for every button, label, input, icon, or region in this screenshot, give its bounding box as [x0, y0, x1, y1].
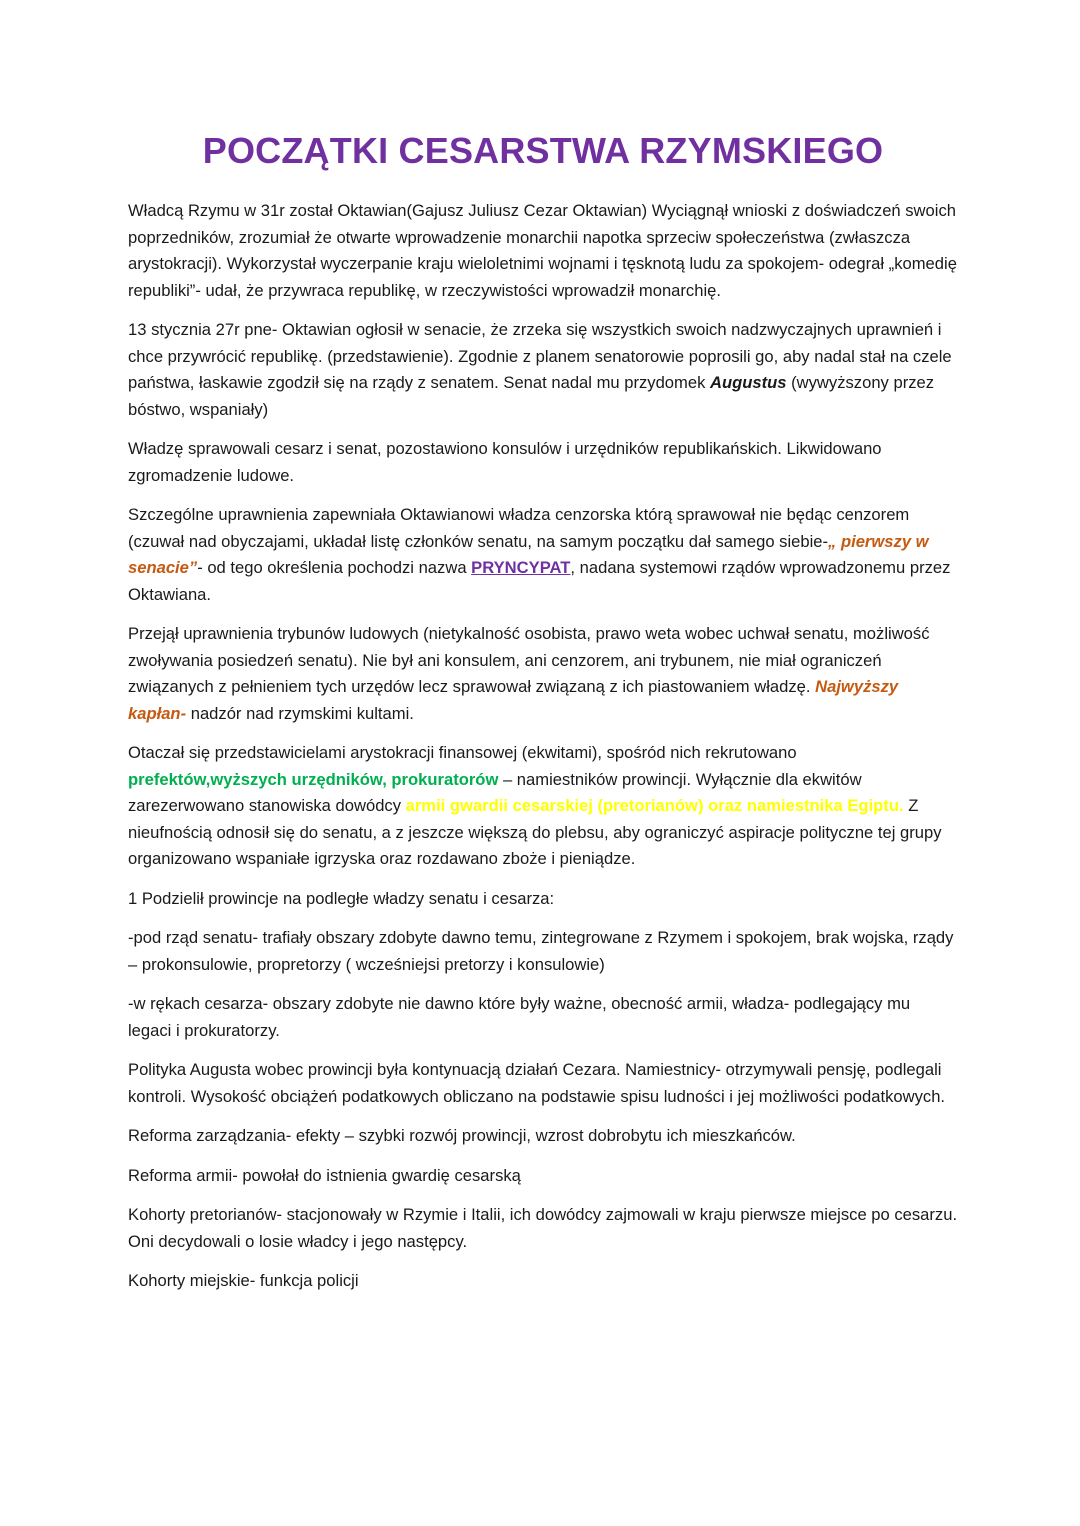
paragraph-text: (wywyższony przez bóstwo, wspaniały) [128, 373, 935, 419]
paragraph-text: Przejął uprawnienia trybunów ludowych (nietykalność osobista, prawo weta wobec uchwał senatu, możliwość zwoływania posiedzeń senatu). Nie był ani konsulem, ani cenzorem, ani trybunem, nie miał ograniczeń związanych z pełnieniem tych urzędów lecz sprawował związaną z ich piastowaniem władzę. [128, 624, 930, 696]
paragraph-senate-provinces: -pod rząd senatu- trafiały obszary zdobyte dawno temu, zintegrowane z Rzymem i spokojem, brak wojska, rządy – prokonsulowie, propretorzy ( wcześniejsi pretorzy i konsulowie) [128, 928, 954, 974]
paragraph-province-policy: Polityka Augusta wobec prowincji była kontynuacją działań Cezara. Namiestnicy- otrzymywali pensję, podlegali kontroli. Wysokość obciążeń podatkowych obliczano na podstawie spisu ludności i jej możliwości podatkowych. [128, 1060, 946, 1106]
paragraph-army-reform: Reforma armii- powołał do istnienia gwardię cesarską [128, 1165, 521, 1185]
paragraph-text: Z nieufnością odnosił się do senatu, a z jeszcze większą do plebsu, aby ograniczyć aspiracje polityczne tej grupy organizowano wspaniałe igrzyska oraz rozdawano zboże i pieniądze. [128, 796, 942, 868]
paragraph-power-division: Władzę sprawowali cesarz i senat, pozostawiono konsulów i urzędników republikańskich. Likwidowano zgromadzenie ludowe. [128, 439, 882, 485]
paragraph-equites [128, 740, 958, 873]
paragraph-text: - od tego określenia pochodzi nazwa [197, 558, 472, 577]
paragraph-urban-cohorts: Kohorty miejskie- funkcja policji [128, 1271, 359, 1290]
paragraph-praetorian-cohorts: Kohorty pretorianów- stacjonowały w Rzymie i Italii, ich dowódcy zajmowali w kraju pierwsze miejsce po cesarzu. Oni decydowali o losie władcy i jego następcy. [128, 1205, 958, 1251]
paragraph-octavian-rise: Władcą Rzymu w 31r został Oktawian(Gajusz Juliusz Cezar Oktawian) Wyciągnął wnioski z doświadczeń swoich poprzedników, zrozumiał że otwarte wprowadzenie monarchii napotka sprzeciw społeczeństwa (zwłaszcza arystokracji). Wykorzystał wyczerpanie kraju wieloletnimi wojnami i tęsknotą ludu za spokojem- odegrał „komedię republiki”- udał, że przywraca republikę, w rzeczywistości wprowadził monarchię. [128, 201, 957, 300]
paragraph-emperor-provinces: -w rękach cesarza- obszary zdobyte nie dawno które były ważne, obecność armii, władza- podlegający mu legaci i prokuratorzy. [128, 994, 911, 1040]
paragraph-text: – namiestników prowincji. Wyłącznie dla ekwitów zarezerwowano stanowiska dowódcy [128, 769, 862, 815]
paragraph-admin-reform: Reforma zarządzania- efekty – szybki rozwój prowincji, wzrost dobrobytu ich mieszkańców. [128, 1126, 796, 1145]
paragraph-provinces-intro: 1 Podzielił prowincje na podległe władzy senatu i cesarza: [128, 888, 555, 908]
paragraph-text: Szczególne uprawnienia zapewniała Oktawianowi władza cenzorska którą sprawował nie będąc cenzorem (czuwał nad obyczajami, układał listę członków senatu, na samym początku dał samego siebie- [128, 505, 910, 551]
document-page [128, 130, 958, 1308]
paragraph-censor-power [128, 502, 958, 608]
paragraph-27bc-senate [128, 317, 958, 423]
augustus-term: Augustus [710, 373, 787, 392]
praetorian-guard-term: armii gwardii cesarskiej (pretorianów) oraz namiestnika Egiptu. [405, 796, 904, 815]
paragraph-text: Otaczał się przedstawicielami arystokracji finansowej (ekwitami), spośród nich rekrutowano [128, 743, 797, 762]
prefects-term: prefektów,wyższych urzędników, prokuratorów [128, 769, 499, 789]
high-priest-term: Najwyższy kapłan- [128, 677, 899, 723]
paragraph-tribune-powers [128, 621, 958, 727]
paragraph-text: 13 stycznia 27r pne- Oktawian ogłosił w senacie, że zrzeka się wszystkich swoich nadzwyczajnych uprawnień i chce przywrócić republikę. (przedstawienie). Zgodnie z planem senatorowie poprosili go, aby nadal stał na czele państwa, łaskawie zgodził się na rządy z senatem. Senat nadal mu przydomek [128, 320, 952, 392]
paragraph-text: , nadana systemowi rządów wprowadzonemu przez Oktawiana. [128, 558, 951, 604]
page-title: POCZĄTKI CESARSTWA RZYMSKIEGO [202, 130, 884, 171]
first-in-senate-quote: „ pierwszy w senacie” [128, 531, 929, 577]
pryncypat-term: PRYNCYPAT [471, 558, 571, 577]
paragraph-text: nadzór nad rzymskimi kultami. [186, 703, 414, 723]
